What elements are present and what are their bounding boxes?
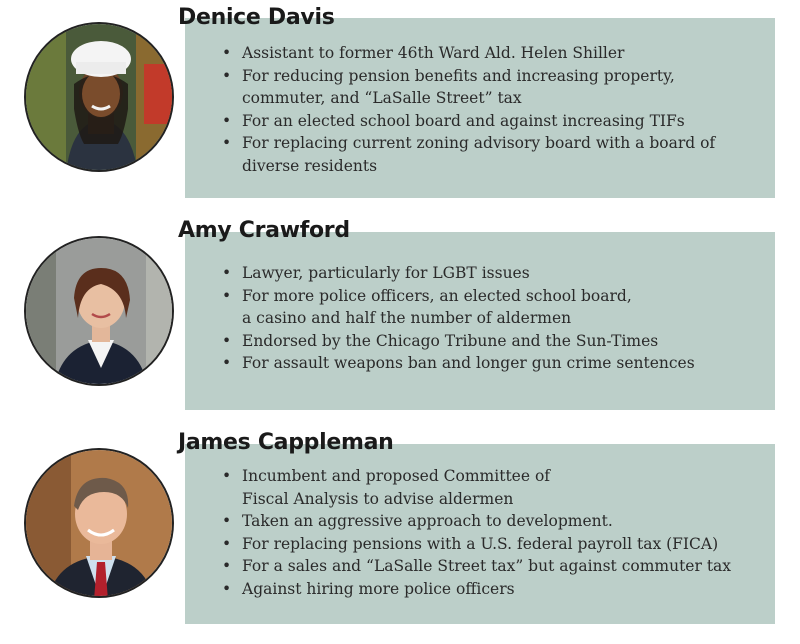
- candidate-points: [222, 262, 772, 375]
- candidate-name: Denice Davis: [178, 5, 335, 30]
- bullet-item: • For a sales and “LaSalle Street tax” but against commuter tax: [222, 555, 772, 578]
- bullet-item: • For replacing current zoning advisory board with a board of diverse residents: [222, 132, 772, 177]
- bullet-item: • Incumbent and proposed Committee of Fiscal Analysis to advise aldermen: [222, 465, 772, 510]
- bullet-item: • For assault weapons ban and longer gun crime sentences: [222, 352, 772, 375]
- bullet-item: • For replacing pensions with a U.S. federal payroll tax (FICA): [222, 533, 772, 556]
- bullet-item: • Taken an aggressive approach to development.: [222, 510, 772, 533]
- candidate-photo-james-cappleman: [24, 448, 174, 598]
- candidate-name: James Cappleman: [178, 430, 394, 455]
- bullet-item: • Assistant to former 46th Ward Ald. Helen Shiller: [222, 42, 772, 65]
- candidate-name: Amy Crawford: [178, 218, 350, 243]
- candidate-points: [222, 42, 772, 177]
- bullet-item: • For an elected school board and against increasing TIFs: [222, 110, 772, 133]
- candidate-photo-amy-crawford: [24, 236, 174, 386]
- bullet-item: • Against hiring more police officers: [222, 578, 772, 601]
- bullet-item: • Endorsed by the Chicago Tribune and the Sun-Times: [222, 330, 772, 353]
- candidate-points: [222, 465, 772, 600]
- bullet-item: • For reducing pension benefits and increasing property, commuter, and “LaSalle Street” tax: [222, 65, 772, 110]
- bullet-item: • For more police officers, an elected school board, a casino and half the number of aldermen: [222, 285, 772, 330]
- candidate-photo-denice-davis: [24, 22, 174, 172]
- bullet-item: • Lawyer, particularly for LGBT issues: [222, 262, 772, 285]
